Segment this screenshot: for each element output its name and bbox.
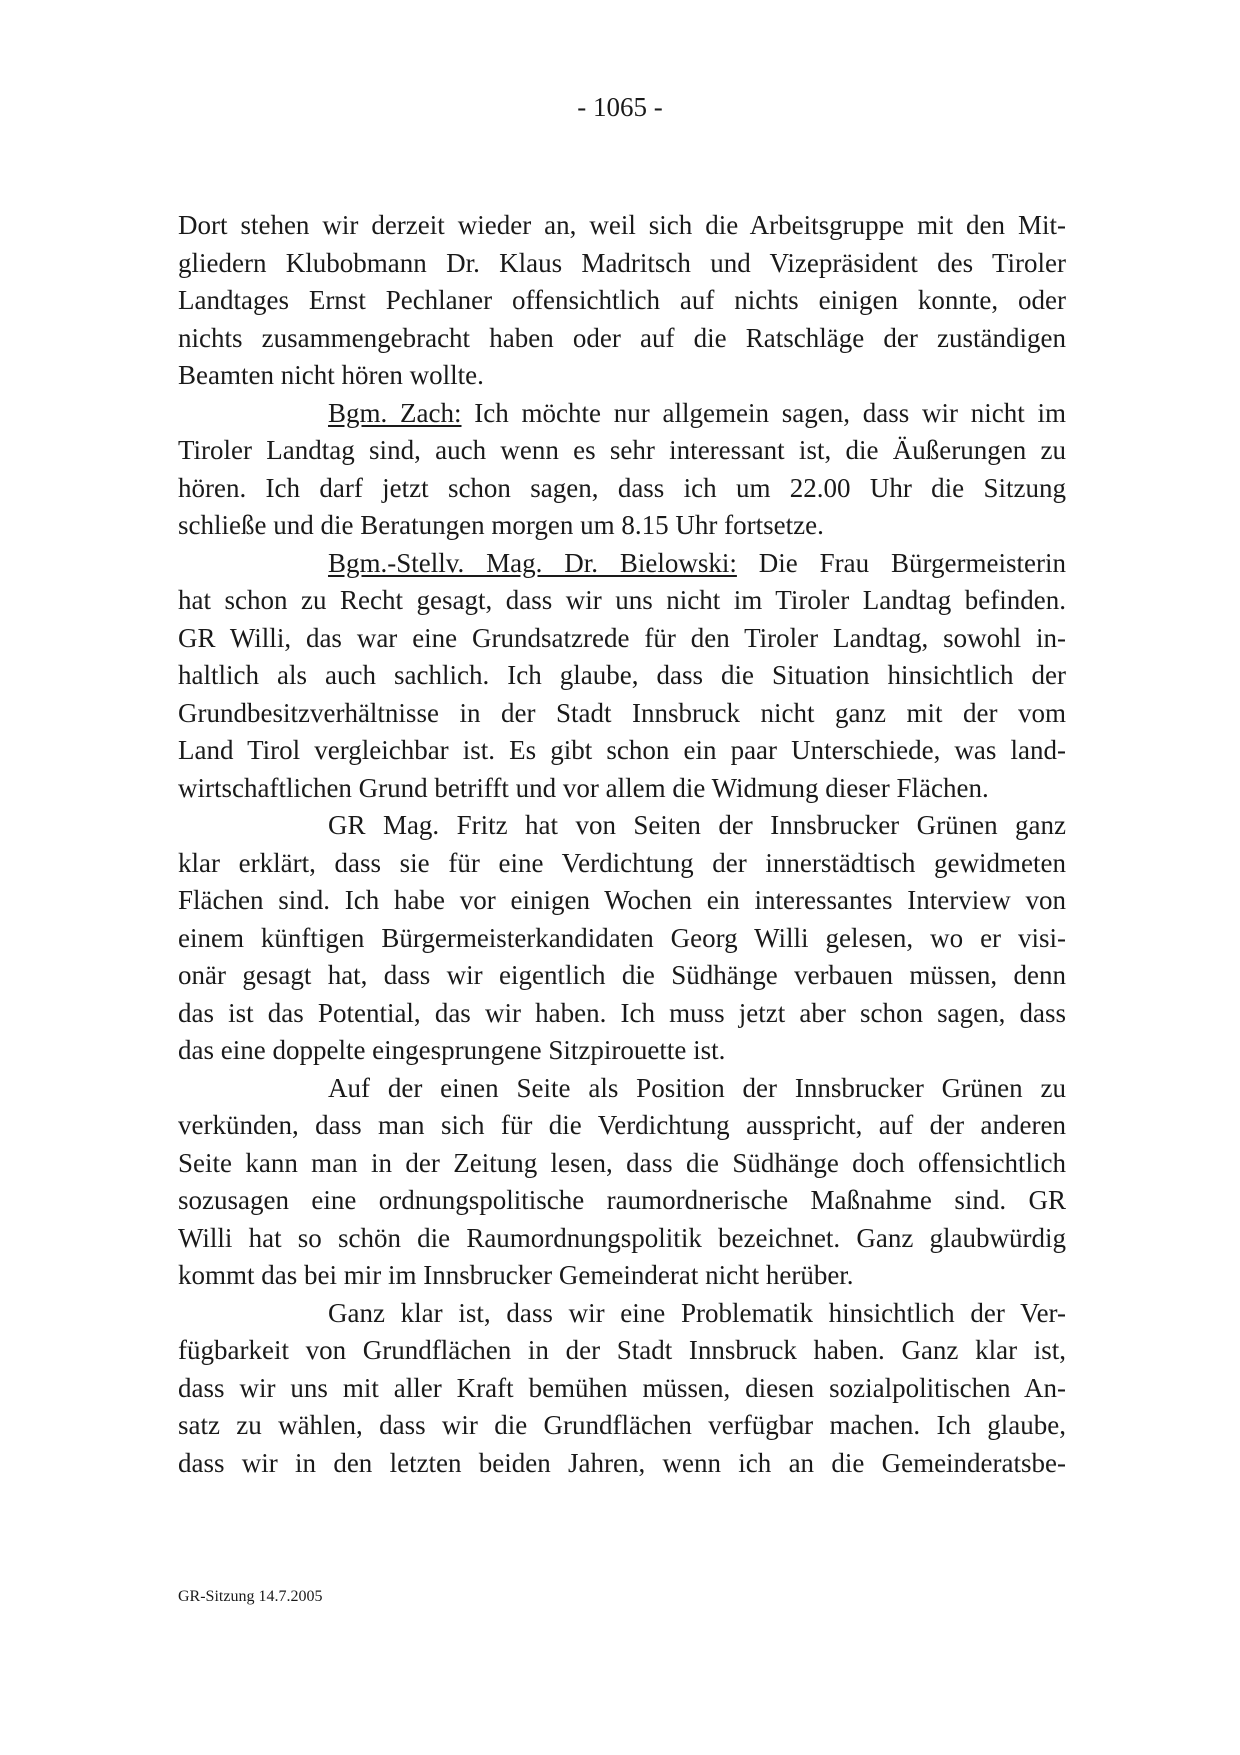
text-fragment: Ich möchte nur allgemein sagen, dass wir nicht im xyxy=(461,397,1066,428)
page-number: - 1065 - xyxy=(577,92,663,122)
speaker-line xyxy=(178,395,1066,433)
text-line: satz zu wählen, dass wir die Grundflächen verfügbar machen. Ich glaube, xyxy=(178,1410,1066,1440)
paragraph xyxy=(178,1295,1066,1483)
text-line: GR Willi, das war eine Grundsatzrede für den Tiroler Landtag, sowohl in- xyxy=(178,622,1066,653)
text-line: gliedern Klubobmann Dr. Klaus Madritsch und Vizepräsident des Tiroler xyxy=(178,247,1066,278)
paragraph xyxy=(178,545,1066,808)
text-line: Flächen sind. Ich habe vor einigen Wochen ein interessantes Interview von xyxy=(178,885,1066,915)
text-line: nichts zusammengebracht haben oder auf die Ratschläge der zuständigen xyxy=(178,322,1066,353)
text-line: klar erklärt, dass sie für eine Verdichtung der innerstädtisch gewidmeten xyxy=(178,847,1066,878)
text-line: sozusagen eine ordnungspolitische raumordnerische Maßnahme sind. GR xyxy=(178,1185,1066,1215)
text-line: Tiroler Landtag sind, auch wenn es sehr interessant ist, die Äußerungen zu xyxy=(178,435,1066,465)
text-line: das ist das Potential, das wir haben. Ich muss jetzt aber schon sagen, dass xyxy=(178,997,1066,1028)
text-line: Auf der einen Seite als Position der Innsbrucker Grünen zu xyxy=(328,1072,1066,1103)
footer-session-date: GR-Sitzung 14.7.2005 xyxy=(178,1588,323,1605)
text-line: Willi hat so schön die Raumordnungspolitik bezeichnet. Ganz glaubwürdig xyxy=(178,1222,1066,1253)
text-line: Landtages Ernst Pechlaner offensichtlich auf nichts einigen konnte, oder xyxy=(178,285,1066,315)
text-line: verkünden, dass man sich für die Verdichtung ausspricht, auf der anderen xyxy=(178,1110,1066,1140)
text-line: GR Mag. Fritz hat von Seiten der Innsbrucker Grünen ganz xyxy=(328,810,1066,840)
paragraph xyxy=(178,1070,1066,1295)
text-line: Land Tirol vergleichbar ist. Es gibt schon ein paar Unterschiede, was land- xyxy=(178,735,1066,765)
speaker-name: Bgm.-Stellv. Mag. Dr. Bielowski: xyxy=(328,547,737,578)
document-body xyxy=(178,207,1066,1482)
text-line: Ganz klar ist, dass wir eine Problematik hinsichtlich der Ver- xyxy=(328,1297,1066,1328)
text-line: haltlich als auch sachlich. Ich glaube, dass die Situation hinsichtlich der xyxy=(178,660,1066,690)
text-line: hören. Ich darf jetzt schon sagen, dass ich um 22.00 Uhr die Sitzung xyxy=(178,472,1066,503)
text-line: dass wir uns mit aller Kraft bemühen müssen, diesen sozialpolitischen An- xyxy=(178,1372,1066,1403)
text-line: hat schon zu Recht gesagt, dass wir uns nicht im Tiroler Landtag befinden. xyxy=(178,585,1066,615)
text-line: einem künftigen Bürgermeisterkandidaten Georg Willi gelesen, wo er visi- xyxy=(178,922,1066,953)
paragraph xyxy=(178,207,1066,395)
text-fragment: Die Frau Bürgermeisterin xyxy=(736,547,1066,578)
paragraph xyxy=(178,395,1066,545)
speaker-name: Bgm. Zach: xyxy=(328,397,462,428)
speaker-line xyxy=(178,545,1066,583)
paragraph xyxy=(178,807,1066,1070)
text-line: Seite kann man in der Zeitung lesen, dass die Südhänge doch offensichtlich xyxy=(178,1147,1066,1178)
text-line: kommt das bei mir im Innsbrucker Gemeinderat nicht herüber. xyxy=(178,1260,854,1290)
text-line: Grundbesitzverhältnisse in der Stadt Innsbruck nicht ganz mit der vom xyxy=(178,697,1066,728)
text-line: wirtschaftlichen Grund betrifft und vor allem die Widmung dieser Flächen. xyxy=(178,772,989,803)
text-line: dass wir in den letzten beiden Jahren, wenn ich an die Gemeinderatsbe- xyxy=(178,1447,1066,1478)
text-line: Dort stehen wir derzeit wieder an, weil sich die Arbeitsgruppe mit den Mit- xyxy=(178,210,1066,240)
text-line: schließe und die Beratungen morgen um 8.15 Uhr fortsetze. xyxy=(178,510,824,540)
text-line: Beamten nicht hören wollte. xyxy=(178,360,484,390)
text-line: fügbarkeit von Grundflächen in der Stadt Innsbruck haben. Ganz klar ist, xyxy=(178,1335,1066,1365)
text-line: das eine doppelte eingesprungene Sitzpirouette ist. xyxy=(178,1035,726,1065)
text-line: onär gesagt hat, dass wir eigentlich die Südhänge verbauen müssen, denn xyxy=(178,960,1066,990)
